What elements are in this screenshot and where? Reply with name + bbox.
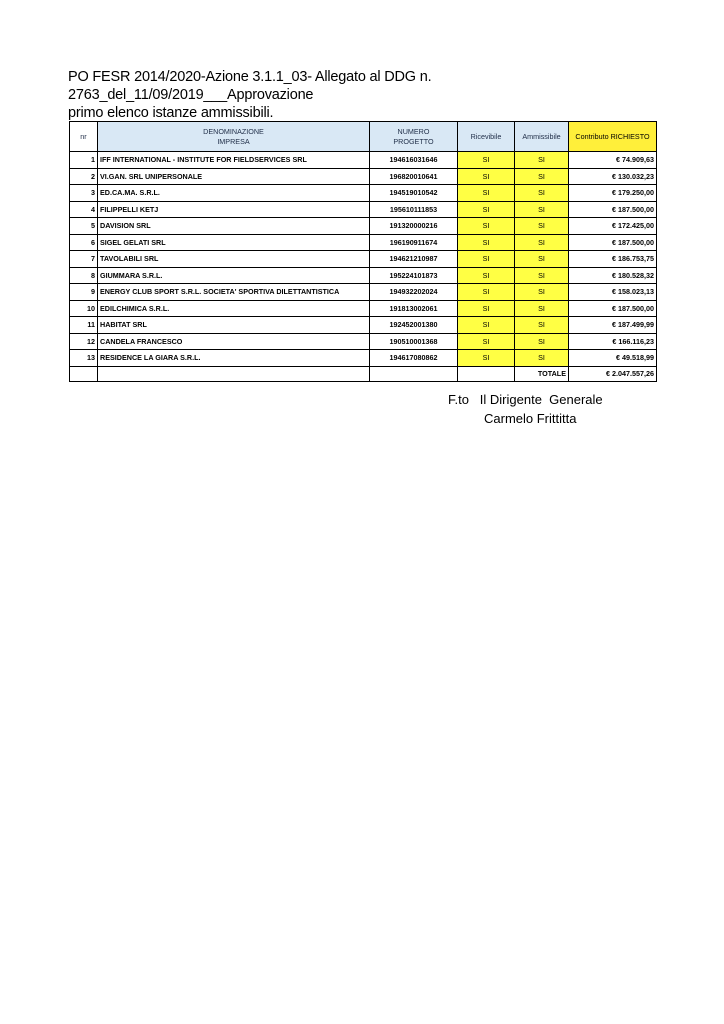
total-empty-ricevibile	[458, 366, 515, 381]
cell-contributo: € 187.500,00	[569, 201, 657, 218]
cell-numero-progetto: 194519010542	[370, 185, 458, 202]
cell-denominazione: HABITAT SRL	[98, 317, 370, 334]
cell-contributo: € 180.528,32	[569, 267, 657, 284]
cell-contributo: € 172.425,00	[569, 218, 657, 235]
cell-contributo: € 179.250,00	[569, 185, 657, 202]
table-row	[70, 201, 657, 218]
cell-numero-progetto: 194932202024	[370, 284, 458, 301]
cell-contributo: € 187.500,00	[569, 300, 657, 317]
table-row	[70, 267, 657, 284]
table-row	[70, 284, 657, 301]
cell-nr: 2	[70, 168, 98, 185]
cell-numero-progetto: 194621210987	[370, 251, 458, 268]
cell-ammissibile: SI	[515, 218, 569, 235]
cell-numero-progetto: 195224101873	[370, 267, 458, 284]
cell-nr: 7	[70, 251, 98, 268]
cell-ricevibile: SI	[458, 185, 515, 202]
table-row	[70, 152, 657, 169]
cell-numero-progetto: 191813002061	[370, 300, 458, 317]
cell-contributo: € 166.116,23	[569, 333, 657, 350]
cell-denominazione: FILIPPELLI KETJ	[98, 201, 370, 218]
cell-numero-progetto: 192452001380	[370, 317, 458, 334]
cell-ammissibile: SI	[515, 267, 569, 284]
cell-numero-progetto: 191320000216	[370, 218, 458, 235]
cell-nr: 11	[70, 317, 98, 334]
cell-contributo: € 130.032,23	[569, 168, 657, 185]
header-contributo: Contributo RICHIESTO	[569, 122, 657, 152]
total-row	[70, 366, 657, 381]
table-row	[70, 300, 657, 317]
header-ricevibile: Ricevibile	[458, 122, 515, 152]
cell-ammissibile: SI	[515, 333, 569, 350]
table-row	[70, 350, 657, 367]
cell-ammissibile: SI	[515, 185, 569, 202]
cell-nr: 13	[70, 350, 98, 367]
header-numero-line1: NUMERO	[397, 126, 430, 136]
cell-ammissibile: SI	[515, 284, 569, 301]
cell-ammissibile: SI	[515, 152, 569, 169]
total-value: € 2.047.557,26	[569, 366, 657, 381]
total-label: TOTALE	[515, 366, 569, 381]
table-row	[70, 317, 657, 334]
cell-ricevibile: SI	[458, 284, 515, 301]
header-denominazione	[98, 122, 370, 152]
cell-denominazione: VI.GAN. SRL UNIPERSONALE	[98, 168, 370, 185]
cell-ammissibile: SI	[515, 317, 569, 334]
cell-numero-progetto: 196190911674	[370, 234, 458, 251]
cell-denominazione: RESIDENCE LA GIARA S.R.L.	[98, 350, 370, 367]
cell-ammissibile: SI	[515, 251, 569, 268]
cell-nr: 4	[70, 201, 98, 218]
document-title	[68, 68, 668, 122]
cell-ricevibile: SI	[458, 168, 515, 185]
cell-denominazione: TAVOLABILI SRL	[98, 251, 370, 268]
title-line-1: PO FESR 2014/2020-Azione 3.1.1_03- Allegato al DDG n. 2763_del_11/09/2019___Approvazione	[68, 69, 432, 103]
cell-nr: 8	[70, 267, 98, 284]
signature-role: F.to Il Dirigente Generale	[448, 392, 603, 407]
cell-denominazione: DAVISION SRL	[98, 218, 370, 235]
cell-nr: 6	[70, 234, 98, 251]
applications-table	[69, 121, 657, 382]
cell-ricevibile: SI	[458, 218, 515, 235]
table-row	[70, 333, 657, 350]
cell-contributo: € 158.023,13	[569, 284, 657, 301]
cell-denominazione: ED.CA.MA. S.R.L.	[98, 185, 370, 202]
header-ammissibile: Ammissibile	[515, 122, 569, 152]
total-empty-numero	[370, 366, 458, 381]
total-empty-nr	[70, 366, 98, 381]
cell-denominazione: GIUMMARA S.R.L.	[98, 267, 370, 284]
cell-nr: 12	[70, 333, 98, 350]
table-row	[70, 251, 657, 268]
cell-denominazione: EDILCHIMICA S.R.L.	[98, 300, 370, 317]
cell-numero-progetto: 190510001368	[370, 333, 458, 350]
cell-ammissibile: SI	[515, 168, 569, 185]
cell-denominazione: CANDELA FRANCESCO	[98, 333, 370, 350]
cell-nr: 10	[70, 300, 98, 317]
cell-contributo: € 187.500,00	[569, 234, 657, 251]
cell-ricevibile: SI	[458, 300, 515, 317]
table-row	[70, 185, 657, 202]
cell-numero-progetto: 196820010641	[370, 168, 458, 185]
cell-nr: 1	[70, 152, 98, 169]
table-row	[70, 218, 657, 235]
cell-contributo: € 49.518,99	[569, 350, 657, 367]
cell-ricevibile: SI	[458, 350, 515, 367]
signature-name: Carmelo Frittitta	[484, 411, 577, 426]
cell-ricevibile: SI	[458, 201, 515, 218]
header-denominazione-line2: IMPRESA	[217, 136, 250, 146]
cell-contributo: € 186.753,75	[569, 251, 657, 268]
cell-numero-progetto: 194617080862	[370, 350, 458, 367]
header-numero-line2: PROGETTO	[393, 136, 434, 146]
cell-contributo: € 187.499,99	[569, 317, 657, 334]
cell-ammissibile: SI	[515, 300, 569, 317]
cell-numero-progetto: 194616031646	[370, 152, 458, 169]
header-nr: nr	[70, 122, 98, 152]
cell-ricevibile: SI	[458, 317, 515, 334]
title-line-2: primo elenco istanze ammissibili.	[68, 105, 274, 121]
header-numero-progetto	[370, 122, 458, 152]
cell-ricevibile: SI	[458, 267, 515, 284]
cell-denominazione: IFF INTERNATIONAL - INSTITUTE FOR FIELDSERVICES SRL	[98, 152, 370, 169]
cell-nr: 9	[70, 284, 98, 301]
cell-ammissibile: SI	[515, 234, 569, 251]
cell-numero-progetto: 195610111853	[370, 201, 458, 218]
table-header-row	[70, 122, 657, 152]
cell-ricevibile: SI	[458, 152, 515, 169]
header-denominazione-line1: DENOMINAZIONE	[203, 126, 264, 136]
cell-ammissibile: SI	[515, 350, 569, 367]
cell-contributo: € 74.909,63	[569, 152, 657, 169]
cell-denominazione: ENERGY CLUB SPORT S.R.L. SOCIETA' SPORTIVA DILETTANTISTICA	[98, 284, 370, 301]
cell-ammissibile: SI	[515, 201, 569, 218]
cell-nr: 3	[70, 185, 98, 202]
cell-denominazione: SIGEL GELATI SRL	[98, 234, 370, 251]
total-empty-name	[98, 366, 370, 381]
cell-ricevibile: SI	[458, 333, 515, 350]
cell-nr: 5	[70, 218, 98, 235]
table-row	[70, 234, 657, 251]
signature-block	[448, 390, 603, 428]
cell-ricevibile: SI	[458, 251, 515, 268]
table-row	[70, 168, 657, 185]
cell-ricevibile: SI	[458, 234, 515, 251]
